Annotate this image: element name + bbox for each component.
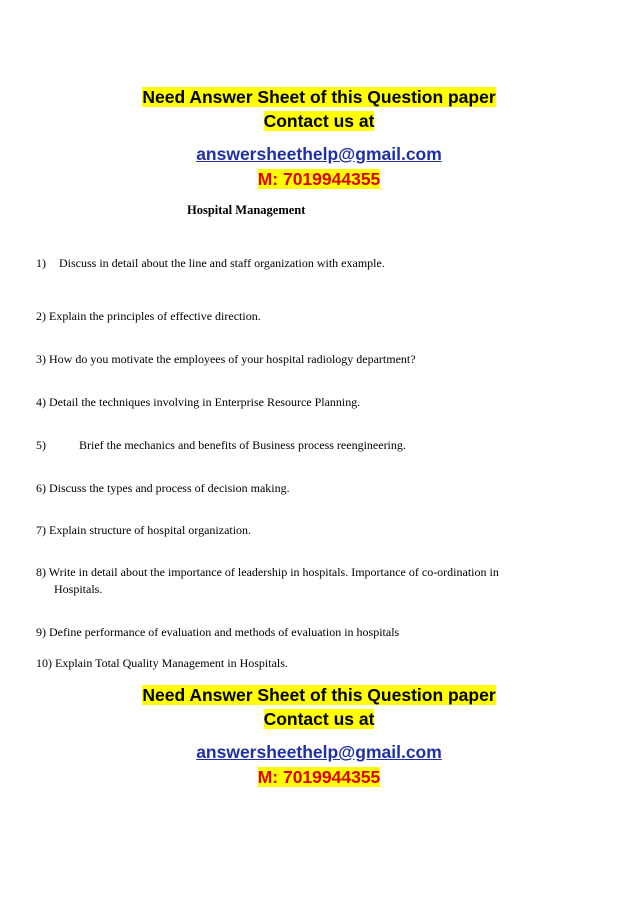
question-number: 2) [36,309,46,323]
question-number: 6) [36,481,46,495]
banner-bottom-title-line [0,685,638,705]
question-item [36,308,606,325]
question-number: 8) [36,565,46,579]
question-item [36,564,606,598]
question-text: Write in detail about the importance of leadership in hospitals. Importance of co-ordination in [48,565,499,579]
question-text: Discuss the types and process of decision making. [49,481,290,495]
question-number: 1) [36,256,46,270]
question-number: 5) [36,438,46,452]
question-text: Explain Total Quality Management in Hospitals. [55,656,288,670]
banner-bottom-phone: M: 7019944355 [257,767,381,787]
question-number: 10) [36,656,52,670]
question-number: 7) [36,523,46,537]
question-text: Explain structure of hospital organization. [49,523,252,537]
question-text: Discuss in detail about the line and staff organization with example. [59,256,385,270]
banner-top-contact-line [0,111,638,131]
banner-top-contact: Contact us at [263,111,375,131]
question-item [36,351,606,368]
banner-top-email-line [0,144,638,164]
question-number: 3) [36,352,46,366]
question-text: Define performance of evaluation and methods of evaluation in hospitals [49,625,400,639]
banner-bottom-title: Need Answer Sheet of this Question paper [142,685,496,705]
question-item [36,255,606,272]
banner-top-phone: M: 7019944355 [257,169,381,189]
question-item [36,522,606,539]
subject-heading: Hospital Management [187,203,306,217]
question-number: 4) [36,395,46,409]
banner-bottom-email-link[interactable]: answersheethelp@gmail.com [196,742,442,762]
question-item [36,480,606,497]
question-text: Explain the principles of effective direction. [49,309,261,323]
question-text: Brief the mechanics and benefits of Business process reengineering. [79,438,406,452]
question-item [36,437,606,454]
question-text: How do you motivate the employees of your hospital radiology department? [49,352,416,366]
question-item [36,655,606,672]
banner-top-title-line [0,87,638,107]
question-number: 9) [36,625,46,639]
banner-top-email-link[interactable]: answersheethelp@gmail.com [196,144,442,164]
banner-bottom-email-line [0,742,638,762]
question-item [36,394,606,411]
question-item [36,624,606,641]
banner-bottom-contact-line [0,709,638,729]
banner-bottom-contact: Contact us at [263,709,375,729]
question-text: Detail the techniques involving in Enterprise Resource Planning. [49,395,361,409]
banner-top-phone-line [0,169,638,189]
question-text-continuation: Hospitals. [54,582,103,596]
banner-bottom-phone-line [0,767,638,787]
banner-top-title: Need Answer Sheet of this Question paper [142,87,496,107]
